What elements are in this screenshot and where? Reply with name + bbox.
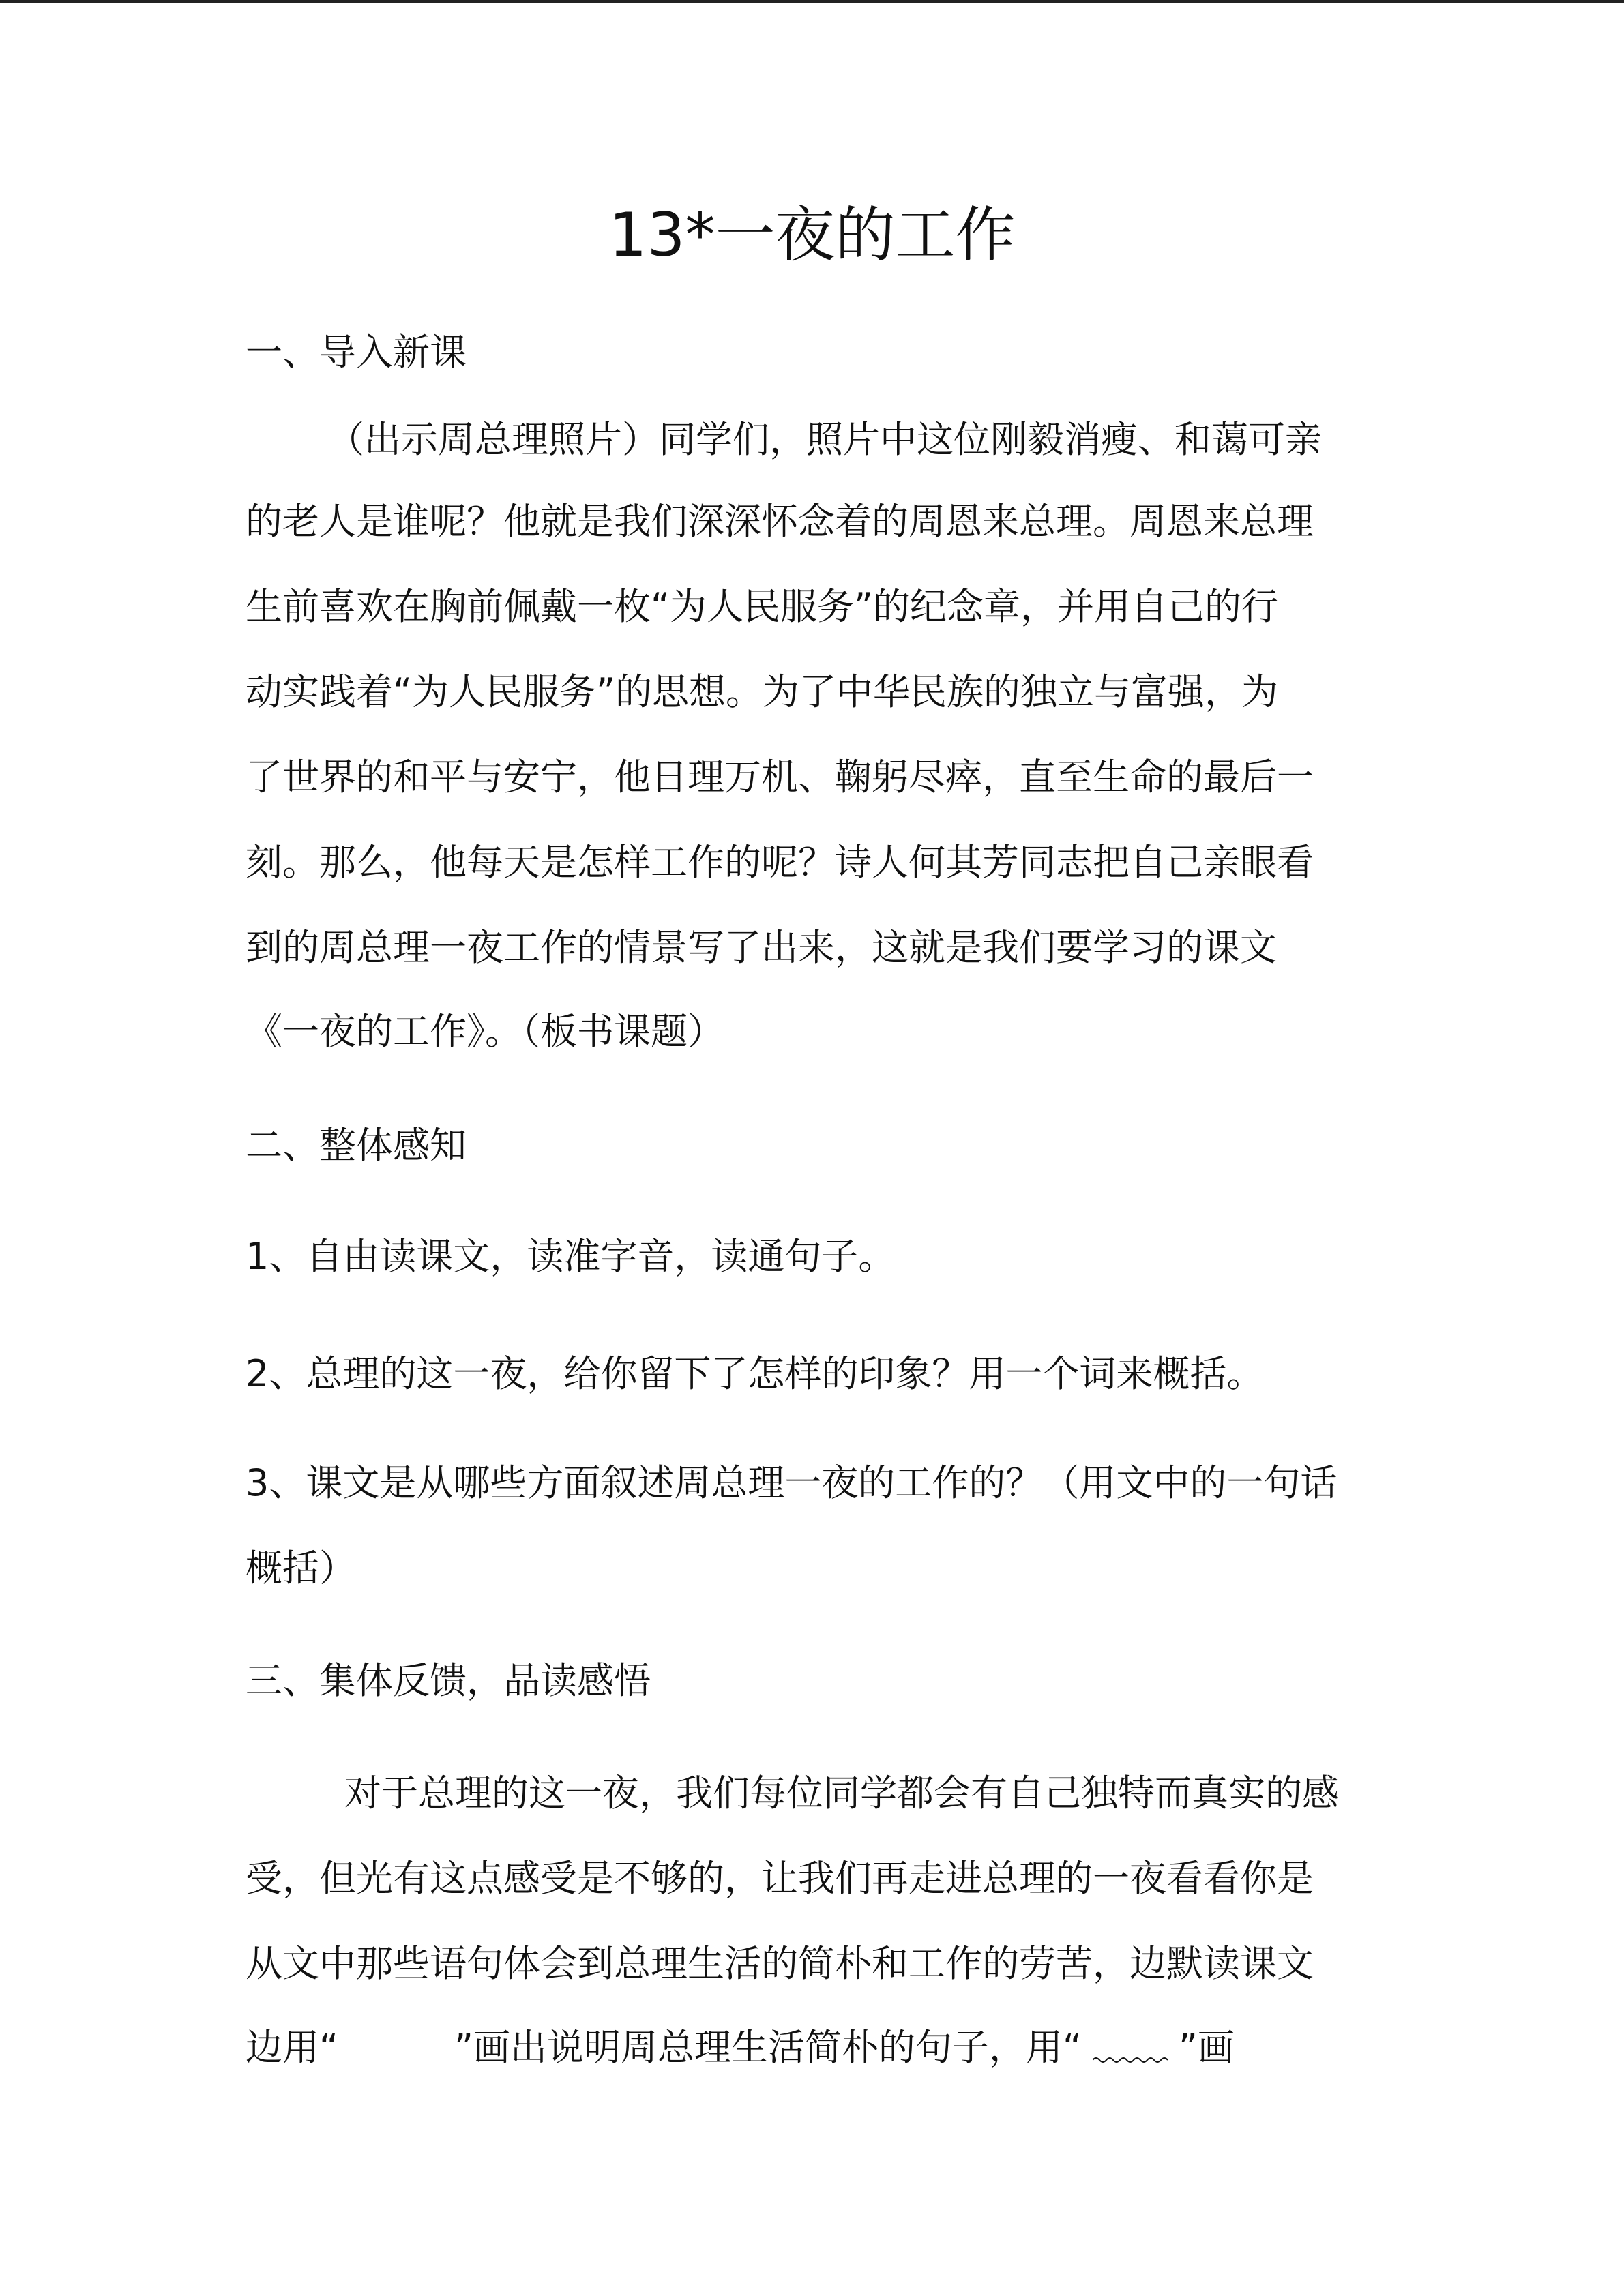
paragraph-line: 了世界的和平与安宁，他日理万机、鞠躬尽瘁，直至生命的最后一 [246, 756, 1314, 799]
paragraph-line: 生前喜欢在胸前佩戴一枚“为人民服务”的纪念章，并用自己的行 [246, 585, 1278, 628]
paragraph-line: （出示周总理照片）同学们，照片中这位刚毅消瘦、和蔼可亲 [327, 418, 1322, 461]
line-text: ”画出说明周总理生活简朴的句子，用“ [454, 2026, 1082, 2069]
paragraph-line: 刻。那么，他每天是怎样工作的呢？诗人何其芳同志把自己亲眼看 [246, 841, 1314, 884]
document-title: 13*一夜的工作 [608, 200, 1016, 270]
paragraph-line: 的老人是谁呢？他就是我们深深怀念着的周恩来总理。周恩来总理 [246, 500, 1314, 543]
paragraph-line: 对于总理的这一夜，我们每位同学都会有自己独特而真实的感 [344, 1772, 1339, 1815]
wavy-line-marker [1093, 2040, 1168, 2060]
paragraph-line: 从文中那些语句体会到总理生活的简朴和工作的劳苦，边默读课文 [246, 1942, 1314, 1985]
straight-line-marker [338, 2059, 454, 2060]
list-item: 3、课文是从哪些方面叙述周总理一夜的工作的？（用文中的一句话 [246, 1461, 1338, 1504]
paragraph-line: 动实践着“为人民服务”的思想。为了中华民族的独立与富强，为 [246, 670, 1278, 713]
list-item: 1、自由读课文，读准字音，读通句子。 [246, 1235, 896, 1278]
section-heading-feedback: 三、集体反馈，品读感悟 [246, 1659, 651, 1702]
paragraph-line: 到的周总理一夜工作的情景写了出来，这就是我们要学习的课文 [246, 926, 1277, 969]
section-heading-intro: 一、导入新课 [246, 331, 467, 374]
list-item: 2、总理的这一夜，给你留下了怎样的印象？用一个词来概括。 [246, 1352, 1264, 1395]
list-item-continuation: 概括） [246, 1547, 356, 1590]
paragraph-line: 受，但光有这点感受是不够的，让我们再走进总理的一夜看看你是 [246, 1857, 1314, 1900]
line-text: 边用“ [246, 2026, 338, 2069]
paragraph-line-with-blanks [246, 2024, 1235, 2072]
paragraph-line: 《一夜的工作》。（板书课题） [246, 1010, 724, 1053]
section-heading-overview: 二、整体感知 [246, 1124, 467, 1167]
line-text: ”画 [1178, 2026, 1235, 2069]
